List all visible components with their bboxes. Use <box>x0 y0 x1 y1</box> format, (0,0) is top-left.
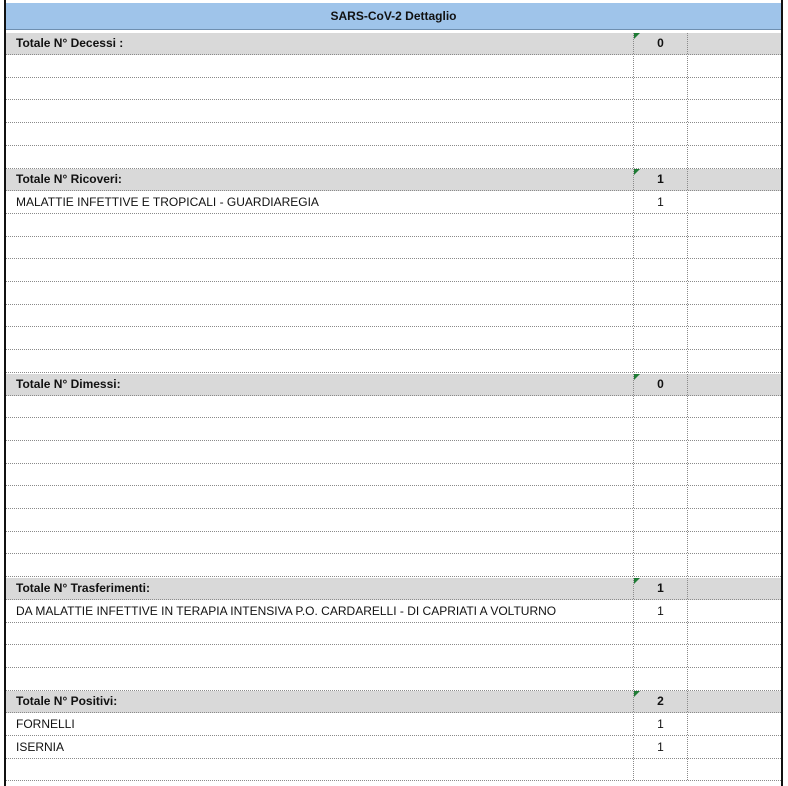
empty-value-cell[interactable] <box>633 759 688 780</box>
empty-row[interactable] <box>6 442 781 464</box>
empty-row[interactable] <box>6 759 781 781</box>
section-label[interactable]: Totale N° Positivi: <box>16 694 118 709</box>
section-total[interactable]: 1 <box>633 169 688 190</box>
section-header-row[interactable] <box>6 691 781 713</box>
empty-row[interactable] <box>6 283 781 305</box>
section-label[interactable]: Totale N° Dimessi: <box>16 376 121 391</box>
cell-comment-marker-icon <box>634 578 640 584</box>
section-header-row[interactable] <box>6 578 781 600</box>
right-border <box>781 0 783 786</box>
empty-row[interactable] <box>6 464 781 486</box>
table-row[interactable] <box>6 192 781 214</box>
empty-row[interactable] <box>6 124 781 146</box>
empty-value-cell[interactable] <box>633 215 688 236</box>
section-label[interactable]: Totale N° Trasferimenti: <box>16 580 150 595</box>
table-row[interactable] <box>6 737 781 759</box>
section-total[interactable]: 2 <box>633 691 688 712</box>
empty-row[interactable] <box>6 147 781 169</box>
section-header-row[interactable] <box>6 169 781 191</box>
empty-value-cell[interactable] <box>633 237 688 258</box>
empty-row[interactable] <box>6 305 781 327</box>
empty-value-cell[interactable] <box>633 260 688 281</box>
empty-value-cell[interactable] <box>633 124 688 145</box>
empty-row[interactable] <box>6 78 781 100</box>
item-label[interactable]: ISERNIA <box>16 739 65 754</box>
table-row[interactable] <box>6 601 781 623</box>
empty-value-cell[interactable] <box>633 396 688 417</box>
section-label[interactable]: Totale N° Ricoveri: <box>16 172 122 187</box>
empty-value-cell[interactable] <box>633 78 688 99</box>
empty-value-cell[interactable] <box>633 623 688 644</box>
item-label[interactable]: FORNELLI <box>16 717 75 731</box>
item-label[interactable]: MALATTIE INFETTIVE E TROPICALI - GUARDIAREGIA <box>16 194 319 209</box>
item-value[interactable]: 1 <box>633 601 688 622</box>
empty-row[interactable] <box>6 237 781 259</box>
empty-value-cell[interactable] <box>633 646 688 667</box>
empty-row[interactable] <box>6 646 781 668</box>
empty-value-cell[interactable] <box>633 147 688 168</box>
empty-row[interactable] <box>6 487 781 509</box>
cell-comment-marker-icon <box>634 169 640 175</box>
section-total[interactable]: 0 <box>633 374 688 395</box>
table-row[interactable] <box>6 714 781 736</box>
sheet-title: SARS-CoV-2 Dettaglio <box>6 3 781 30</box>
empty-value-cell[interactable] <box>633 487 688 508</box>
section-total[interactable]: 1 <box>633 578 688 599</box>
empty-value-cell[interactable] <box>633 419 688 440</box>
empty-value-cell[interactable] <box>633 669 688 690</box>
section-label[interactable]: Totale N° Decessi : <box>16 36 124 50</box>
empty-value-cell[interactable] <box>633 305 688 326</box>
empty-row[interactable] <box>6 419 781 441</box>
empty-row[interactable] <box>6 101 781 123</box>
empty-row[interactable] <box>6 260 781 282</box>
item-value[interactable]: 1 <box>633 737 688 758</box>
empty-value-cell[interactable] <box>633 283 688 304</box>
empty-value-cell[interactable] <box>633 510 688 531</box>
empty-value-cell[interactable] <box>633 56 688 77</box>
item-label[interactable]: DA MALATTIE INFETTIVE IN TERAPIA INTENSIVA P.O. CARDARELLI - DI CAPRIATI A VOLTURNO <box>16 603 557 618</box>
empty-row[interactable] <box>6 328 781 350</box>
empty-value-cell[interactable] <box>633 464 688 485</box>
empty-row[interactable] <box>6 532 781 554</box>
empty-row[interactable] <box>6 555 781 577</box>
empty-row[interactable] <box>6 623 781 645</box>
empty-row[interactable] <box>6 510 781 532</box>
item-value[interactable]: 1 <box>633 192 688 213</box>
cell-comment-marker-icon <box>634 33 640 39</box>
cell-comment-marker-icon <box>634 374 640 380</box>
cell-comment-marker-icon <box>634 691 640 697</box>
empty-value-cell[interactable] <box>633 555 688 576</box>
empty-row[interactable] <box>6 669 781 691</box>
empty-row[interactable] <box>6 215 781 237</box>
item-value[interactable]: 1 <box>633 714 688 735</box>
empty-row[interactable] <box>6 396 781 418</box>
empty-value-cell[interactable] <box>633 328 688 349</box>
empty-row[interactable] <box>6 56 781 78</box>
empty-value-cell[interactable] <box>633 442 688 463</box>
empty-value-cell[interactable] <box>633 532 688 553</box>
empty-value-cell[interactable] <box>633 351 688 372</box>
section-total[interactable]: 0 <box>633 33 688 54</box>
section-header-row[interactable] <box>6 374 781 396</box>
empty-row[interactable] <box>6 351 781 373</box>
section-header-row[interactable] <box>6 33 781 55</box>
empty-value-cell[interactable] <box>633 101 688 122</box>
